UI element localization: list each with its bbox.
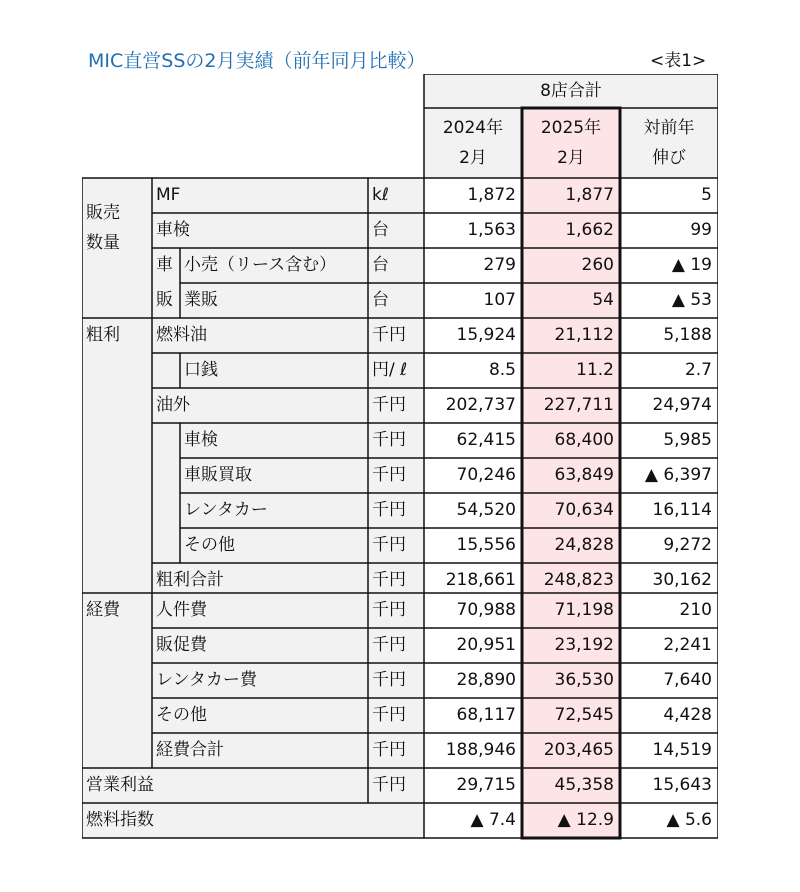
- value-2024: 20,951: [456, 635, 516, 655]
- value-2025: 54: [592, 290, 614, 310]
- section-car-sales-2: 販: [156, 290, 173, 310]
- value-2025: 36,530: [554, 670, 614, 690]
- value-diff: ▲ 6,397: [644, 465, 712, 485]
- unit-cell: kℓ: [372, 185, 389, 205]
- header-diff-line1: 対前年: [643, 118, 695, 138]
- unit-cell: 千円: [372, 670, 406, 690]
- unit-cell: 千円: [372, 635, 406, 655]
- value-2025: 203,465: [543, 740, 614, 760]
- section-expense: 経費: [86, 600, 120, 620]
- unit-cell: 千円: [372, 705, 406, 725]
- unit-cell: 千円: [372, 535, 406, 555]
- value-2024: 188,946: [445, 740, 516, 760]
- value-2024: 1,872: [467, 185, 516, 205]
- value-diff: 4,428: [663, 705, 712, 725]
- unit-cell: 千円: [372, 600, 406, 620]
- value-2024: 15,556: [456, 535, 516, 555]
- value-2025: 23,192: [554, 635, 614, 655]
- value-diff: ▲ 53: [671, 290, 712, 310]
- value-2025: 1,662: [565, 220, 614, 240]
- value-diff: 16,114: [652, 500, 712, 520]
- header-diff-line2: 伸び: [652, 148, 686, 168]
- header-group: 8店合計: [540, 81, 602, 101]
- value-diff: 5,188: [663, 325, 712, 345]
- row-label-mf: MF: [156, 185, 181, 205]
- value-diff: 30,162: [652, 570, 712, 590]
- unit-cell: 千円: [372, 395, 406, 415]
- value-diff: ▲ 5.6: [666, 810, 712, 830]
- unit-cell: 台: [372, 290, 389, 310]
- value-2024: 70,246: [456, 465, 516, 485]
- unit-cell: 台: [372, 220, 389, 240]
- value-2024: 70,988: [456, 600, 516, 620]
- section-gross: 粗利: [86, 325, 120, 345]
- value-2025: ▲ 12.9: [557, 810, 614, 830]
- value-2024: 202,737: [445, 395, 516, 415]
- value-2025: 11.2: [576, 360, 614, 380]
- unit-cell: 千円: [372, 325, 406, 345]
- row-label-inspection: 車検: [156, 220, 190, 240]
- header-2024-month: 2月: [459, 148, 487, 168]
- unit-cell: 千円: [372, 500, 406, 520]
- value-diff: 99: [690, 220, 712, 240]
- value-diff: 2.7: [684, 360, 712, 380]
- value-2024: 218,661: [445, 570, 516, 590]
- value-2025: 21,112: [554, 325, 614, 345]
- value-2024: 107: [483, 290, 516, 310]
- header-2025-month: 2月: [557, 148, 585, 168]
- unit-cell: 千円: [372, 740, 406, 760]
- section-sales-line1: 販売: [86, 203, 120, 223]
- value-2025: 1,877: [565, 185, 614, 205]
- row-label-rental-cost: レンタカー費: [156, 670, 257, 690]
- row-label-nf-rental: レンタカー: [184, 500, 268, 520]
- unit-cell: 円/ ℓ: [372, 360, 408, 380]
- row-label-personnel: 人件費: [156, 600, 207, 620]
- value-2024: 1,563: [467, 220, 516, 240]
- row-label-fuel: 燃料油: [156, 325, 207, 345]
- row-label-wholesale: 業販: [184, 290, 218, 310]
- value-2025: 68,400: [554, 430, 614, 450]
- value-2025: 63,849: [554, 465, 614, 485]
- row-label-operating-profit: 営業利益: [86, 775, 154, 795]
- row-label-nonfuel: 油外: [156, 395, 190, 415]
- unit-cell: 千円: [372, 465, 406, 485]
- report-title: MIC直営SSの2月実績（前年同月比較）: [88, 50, 426, 72]
- row-label-promotion: 販促費: [156, 635, 207, 655]
- value-diff: 5,985: [663, 430, 712, 450]
- row-label-gross-total: 粗利合計: [156, 570, 224, 590]
- row-label-expense-total: 経費合計: [156, 740, 224, 760]
- value-diff: 7,640: [663, 670, 712, 690]
- value-2025: 45,358: [554, 775, 614, 795]
- value-2024: 62,415: [456, 430, 516, 450]
- header-2025-year: 2025年: [540, 118, 602, 138]
- value-2025: 72,545: [554, 705, 614, 725]
- unit-cell: 千円: [372, 570, 406, 590]
- value-2024: 29,715: [456, 775, 516, 795]
- unit-cell: 千円: [372, 775, 406, 795]
- value-diff: 9,272: [663, 535, 712, 555]
- value-2024: 15,924: [456, 325, 516, 345]
- value-diff: 14,519: [652, 740, 712, 760]
- row-label-exp-other: その他: [156, 705, 207, 725]
- value-diff: 24,974: [652, 395, 712, 415]
- value-2024: 279: [483, 255, 516, 275]
- row-label-nf-carsales: 車販買取: [184, 465, 252, 485]
- results-table: [82, 74, 718, 840]
- section-sales-line2: 数量: [86, 233, 120, 253]
- value-2025: 248,823: [543, 570, 614, 590]
- value-diff: 15,643: [652, 775, 712, 795]
- value-2025: 227,711: [543, 395, 614, 415]
- unit-cell: 千円: [372, 430, 406, 450]
- value-2025: 71,198: [554, 600, 614, 620]
- value-2024: ▲ 7.4: [470, 810, 516, 830]
- section-car-sales-1: 車: [156, 255, 173, 275]
- value-diff: ▲ 19: [671, 255, 712, 275]
- value-diff: 2,241: [663, 635, 712, 655]
- value-2024: 54,520: [456, 500, 516, 520]
- value-2025: 24,828: [554, 535, 614, 555]
- value-diff: 210: [679, 600, 712, 620]
- row-label-retail: 小売（リース含む）: [184, 255, 337, 275]
- value-2025: 70,634: [554, 500, 614, 520]
- value-2024: 28,890: [456, 670, 516, 690]
- row-label-margin: 口銭: [184, 360, 218, 380]
- value-2025: 260: [581, 255, 614, 275]
- row-label-nf-inspection: 車検: [184, 430, 218, 450]
- value-2024: 8.5: [488, 360, 516, 380]
- unit-cell: 台: [372, 255, 389, 275]
- value-2024: 68,117: [456, 705, 516, 725]
- header-2024-year: 2024年: [442, 118, 504, 138]
- row-label-fuel-index: 燃料指数: [86, 810, 154, 830]
- row-label-nf-other: その他: [184, 535, 235, 555]
- table-reference: <表1>: [650, 51, 707, 71]
- value-diff: 5: [701, 185, 712, 205]
